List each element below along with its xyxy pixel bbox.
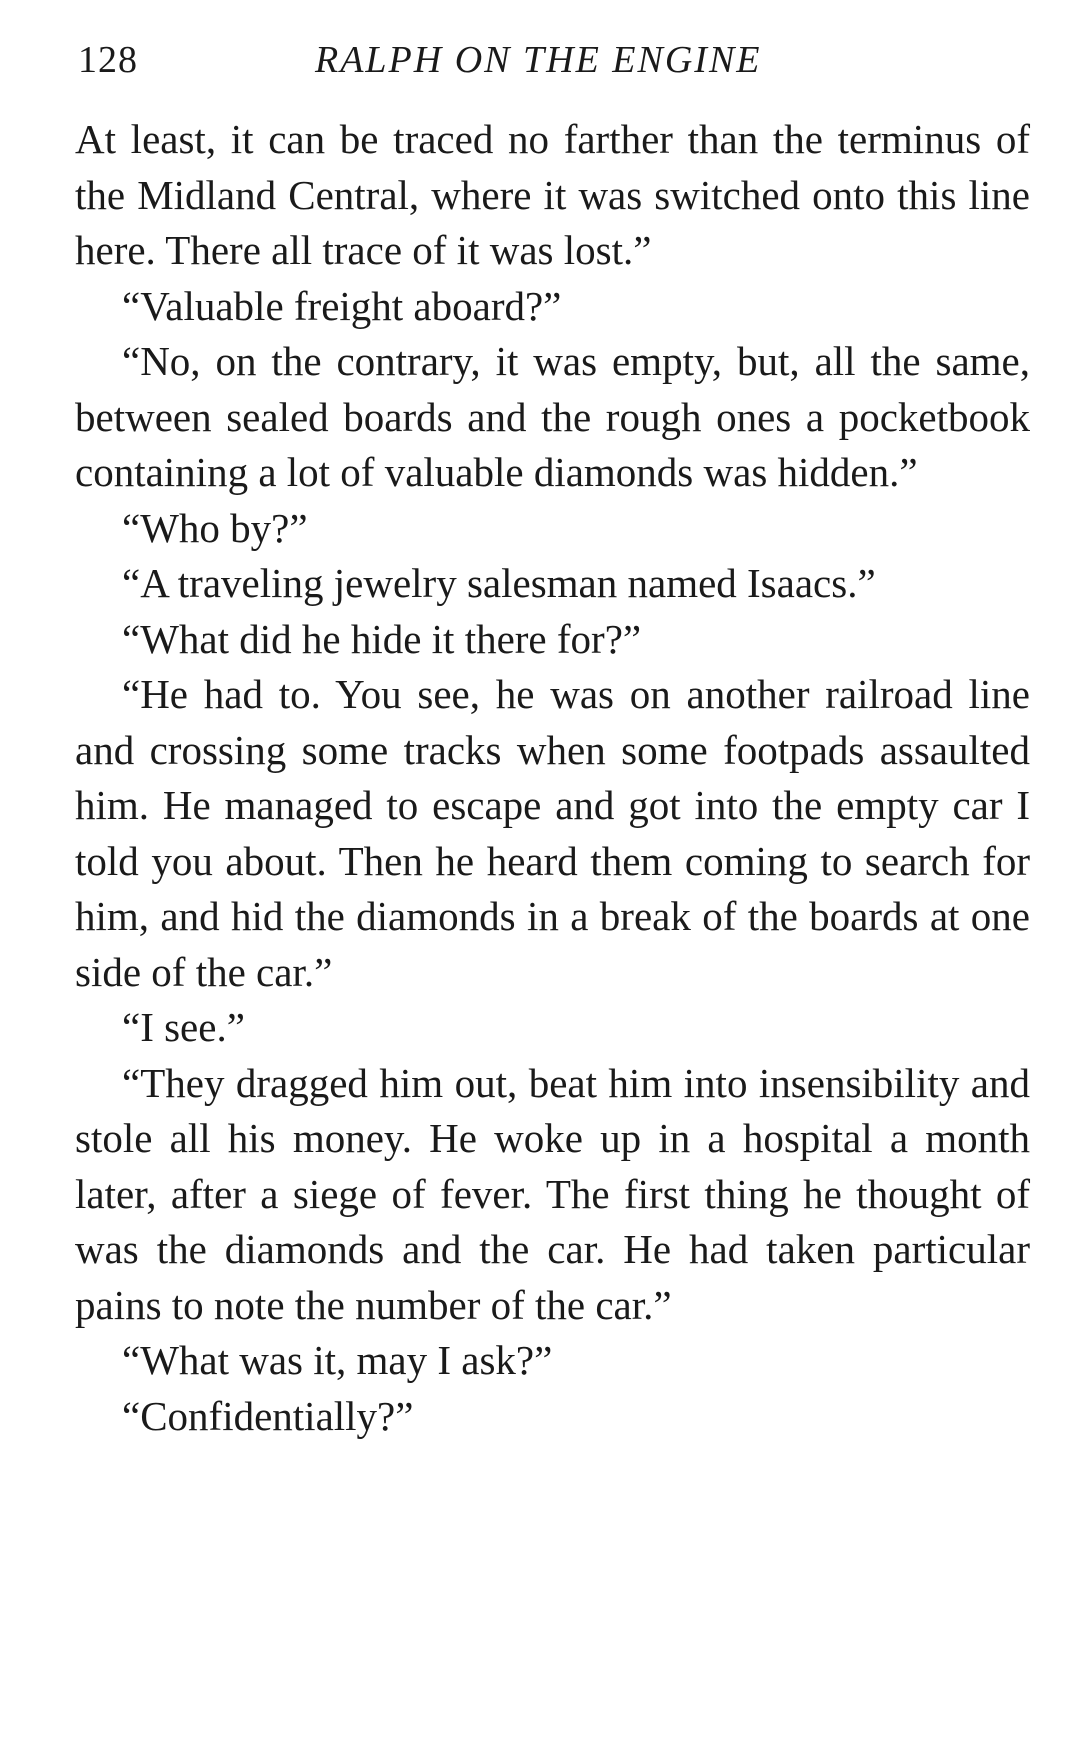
paragraph: “No, on the contrary, it was empty, but, all the same, between sealed boards and the rough ones a pocketbook containing a lot of valuable diamonds was hidden.” xyxy=(75,338,1030,495)
paragraph: “What did he hide it there for?” xyxy=(122,615,642,662)
paragraph: “Who by?” xyxy=(122,504,308,551)
paragraph: At least, it can be traced no farther than the terminus of the Midland Central, where it was switched onto this line here. There all trace of it was lost.” xyxy=(75,116,1030,273)
paragraph: “A traveling jewelry salesman named Isaacs.” xyxy=(122,560,876,606)
running-head xyxy=(75,30,1030,90)
paragraph: “What was it, may I ask?” xyxy=(122,1337,553,1383)
paragraph: “Valuable freight aboard?” xyxy=(122,282,562,329)
paragraph: “I see.” xyxy=(122,1004,245,1050)
running-title: RALPH ON THE ENGINE xyxy=(315,39,762,81)
paragraph: “He had to. You see, he was on another railroad line and crossing some tracks when some footpads assaulted him. He managed to escape and got into the empty car I told you about. Then he heard them coming to search for him, and hid the diamonds in a break of the boards at one side of the car.” xyxy=(75,671,1030,995)
page-number: 128 xyxy=(78,39,138,81)
paragraph: “Confidentially?” xyxy=(122,1392,414,1439)
body-text xyxy=(75,112,1030,1444)
paragraph: “They dragged him out, beat him into insensibility and stole all his money. He woke up in a hospital a month later, after a siege of fever. The first thing he thought of was the diamonds and the car. He had taken particular pains to note the number of the car.” xyxy=(75,1059,1030,1328)
book-page xyxy=(75,30,1030,1444)
